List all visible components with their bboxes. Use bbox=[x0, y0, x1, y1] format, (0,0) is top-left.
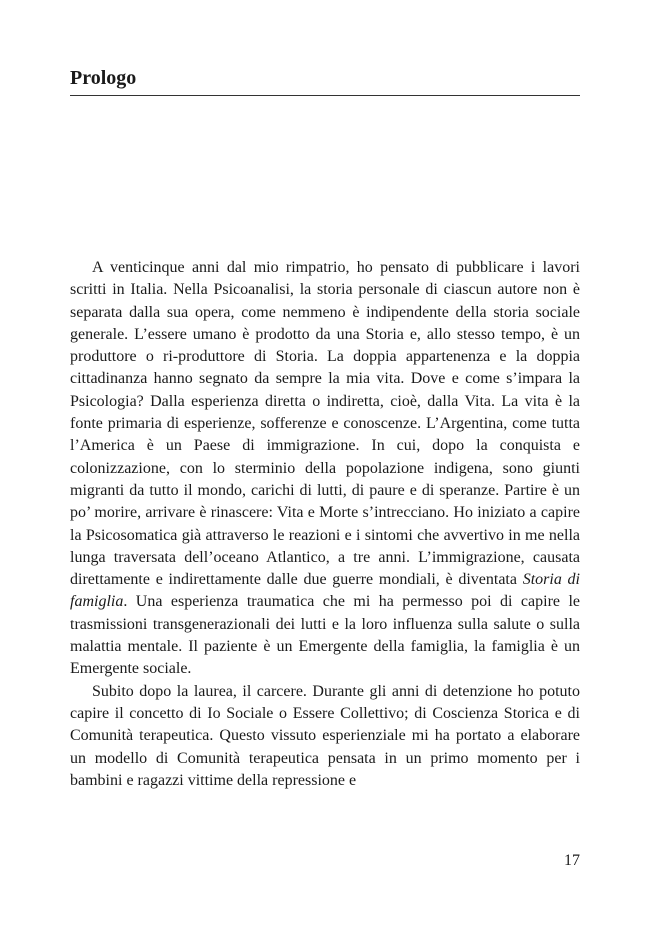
paragraph-1-text-end: . Una esperienza traumatica che mi ha permesso poi di capire le trasmissioni transgenerazionali dei lutti e la loro influenza sulla salute o sulla malattia mentale. Il paziente è un Emergente della famiglia, la famiglia è un Emergente sociale. bbox=[70, 593, 580, 678]
body-text bbox=[70, 257, 580, 792]
paragraph-2: Subito dopo la laurea, il carcere. Durante gli anni di detenzione ho potuto capire il concetto di Io Sociale o Essere Collettivo; di Coscienza Storica e di Comunità terapeutica. Questo vissuto esperienziale mi ha portato a elaborare un modello di Comunità terapeutica pensata in un primo momento per i bambini e ragazzi vittime della repressione e bbox=[70, 682, 580, 789]
chapter-title: Prologo bbox=[70, 67, 137, 89]
paragraph-1 bbox=[70, 257, 580, 681]
title-underline-rule bbox=[70, 95, 580, 96]
paragraph-1-italic-phrase: Storia di famiglia bbox=[70, 571, 580, 611]
page-number: 17 bbox=[564, 852, 580, 869]
paragraph-1-text-start: A venticinque anni dal mio rimpatrio, ho pensato di pubblicare i lavori scritti in Italia. Nella Psicoanalisi, la storia personale di ciascun autore non è separata dalla sua opera, come nemmeno è indipendente della storia sociale generale. L’essere umano è prodotto da una Storia e, allo stesso tempo, è un produttore o ri-produttore di Storia. La doppia appartenenza e la doppia cittadinanza hanno segnato da sempre la mia vita. Dove e come s’impara la Psicologia? Dalla esperienza diretta o indiretta, cioè, dalla Vita. La vita è la fonte primaria di esperienze, sofferenze e conoscenze. L’Argentina, come tutta l’America è un Paese di immigrazione. In cui, dopo la conquista e colonizzazione, con lo sterminio della popolazione indigena, sono giunti migranti da tutto il mondo, carichi di lutti, di paure e di speranze. Partire è un po’ morire, arrivare è rinascere: Vita e Morte s’intrecciano. Ho iniziato a capire la Psicosomatica già attraverso le reazioni e i sintomi che avvertivo in me nella lunga traversata dell’oceano Atlantico, a tre anni. L’immigrazione, causata direttamente e indirettamente dalle due guerre mondiali, è diventata bbox=[70, 259, 580, 589]
